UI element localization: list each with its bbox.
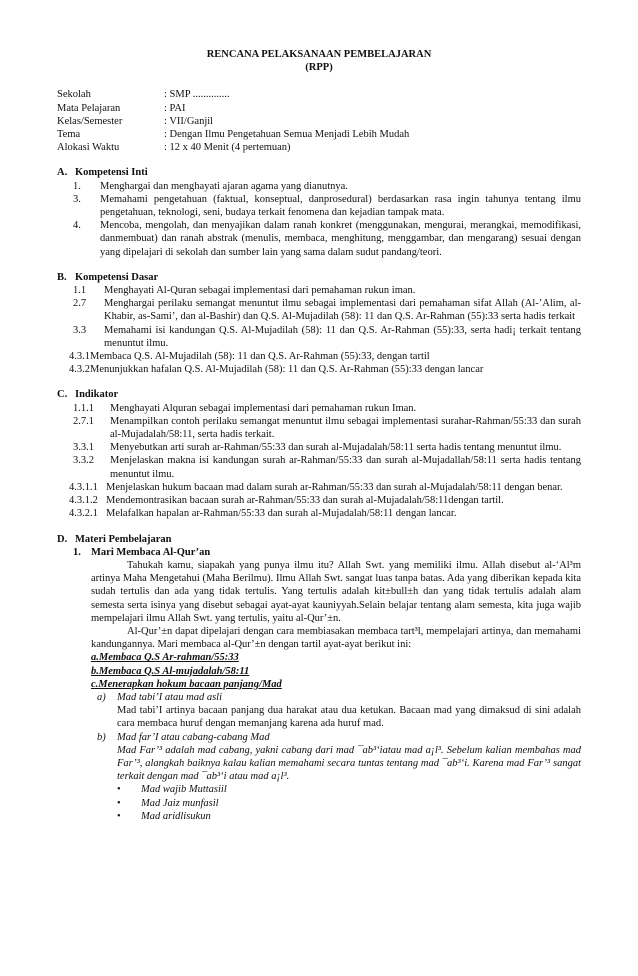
item-text: Menghayati Al-Quran sebagai implementasi dari pemahaman rukun iman. — [104, 285, 416, 297]
materi-list-item: a.Membaca Q.S Ar-rahman/55:33 — [91, 652, 239, 664]
meta-table — [57, 88, 581, 154]
item-number: 2.7 — [73, 298, 87, 310]
meta-key: Alokasi Waktu — [57, 142, 120, 154]
paragraph: Tahukah kamu, siapakah yang punya ilmu itu? Allah Swt. yang memiliki ilmu. Allah disebut al-‘Al³m artinya Maha Mengetahui (Maha Berilmu). Ilmu Allah Swt. sangat luas tanpa batas. Ada yang diberikan kepada kita sudah tertulis dan ada yang tidak tertulis. Yang tertulis adalah kit±bull±h dan yang tidak tertulis adalah alam semesta serta isinya yang disebut sebagai ayat-ayat kauniyyah.Selain belajar tentang alam semesta, kita juga wajib mempelajari ilmu Allah Swt. yang tertulis, yaitu al-Qur’±n. — [91, 559, 581, 624]
section-kompetensi-inti — [57, 166, 581, 258]
item-number: 4.3.2 — [69, 364, 90, 376]
alpha-number: a) — [97, 691, 106, 703]
document-title — [57, 48, 581, 74]
document-page — [57, 48, 581, 823]
meta-row — [57, 102, 581, 115]
subsection-number: 1. — [73, 546, 81, 558]
item-number: 1.1.1 — [73, 402, 94, 414]
item-number: 1. — [73, 180, 81, 192]
item-number: 3.3.1 — [73, 442, 94, 454]
alpha-item — [57, 731, 581, 744]
alpha-item — [57, 691, 581, 704]
bullet-icon: • — [117, 797, 121, 809]
list-item — [57, 284, 581, 297]
item-text: Menyebutkan arti surah ar-Rahman/55:33 dan surah al-Mujadalah/58:11 serta hadis tentang menuntut ilmu. — [110, 442, 562, 454]
list-item — [57, 297, 581, 323]
section-title: Kompetensi Inti — [75, 167, 148, 179]
section-kompetensi-dasar — [57, 271, 581, 377]
meta-key: Kelas/Semester — [57, 115, 123, 127]
item-number: 4.3.1.1 — [69, 481, 98, 493]
alpha-title: Mad far’I atau cabang-cabang Mad — [117, 731, 270, 743]
meta-key: Mata Pelajaran — [57, 102, 121, 114]
meta-value: : SMP .............. — [164, 89, 230, 101]
materi-list-item: c.Menerapkan hokum bacaan panjang/Mad — [91, 678, 282, 690]
list-item — [57, 193, 581, 219]
item-number: 3.3 — [73, 324, 87, 336]
item-text: Menghargai perilaku semangat menuntut ilmu sebagai implementasi dari pemahaman sifat Allah (Al-’Alim, al-Khabir, as-Sami’, dan al-Bashir) dan Q.S. Al-Mujadilah (58): 11 dan Q.S. Ar-Rahman (55):33 serta hadis terkait — [104, 298, 581, 323]
section-heading — [57, 388, 581, 401]
item-number: 4. — [73, 220, 81, 232]
list-item — [57, 441, 581, 454]
paragraph: Al-Qur’±n dapat dipelajari dengan cara membiasakan membaca tart³l, mempelajari artinya, dan memahami kandungannya. Mari membaca al-Qur’±n dengan tartil ayat-ayat berikut ini: — [91, 625, 581, 651]
section-letter: C. — [57, 389, 68, 401]
meta-row — [57, 88, 581, 101]
section-title: Materi Pembelajaran — [75, 533, 172, 545]
item-text: Memahami pengetahuan (faktual, konseptual, danprosedural) berdasarkan rasa ingin tahunya tentang ilmu pengetahuan, teknologi, seni, budaya terkait fenomena dan kejadian tampak mata. — [100, 193, 581, 219]
bullet-item — [57, 797, 581, 810]
list-item — [57, 324, 581, 350]
meta-row — [57, 115, 581, 128]
alpha-number: b) — [97, 731, 106, 743]
item-text: Mendemontrasikan bacaan surah ar-Rahman/55:33 dan surah al-Mujadalah/58:11dengan tartil. — [106, 495, 504, 507]
bullet-text: Mad wajib Muttasiil — [141, 784, 227, 796]
meta-key: Tema — [57, 129, 81, 141]
bullet-item — [57, 783, 581, 796]
list-item — [57, 350, 581, 363]
section-heading — [57, 533, 581, 546]
subsection-heading — [57, 546, 581, 559]
section-heading — [57, 271, 581, 284]
bullet-text: Mad aridlisukun — [141, 810, 211, 822]
list-item — [57, 219, 581, 259]
materi-list-item: b.Membaca Q.S Al-mujadalah/58:11 — [91, 665, 250, 677]
item-number: 2.7.1 — [73, 415, 94, 427]
list-item — [57, 507, 581, 520]
item-number: 4.3.1 — [69, 351, 90, 363]
subsection-title: Mari Membaca Al-Qur’an — [91, 546, 211, 558]
item-text: Mencoba, mengolah, dan menyajikan dalam ranah konkret (menggunakan, mengurai, merangkai, memodifikasi, danmembuat) dan ranah abstrak (menulis, membaca, menghitung, menggambar, dan mengarang) sesuai dengan yang dipelajari di sekolah dan sumber lain yang sama dalam sudut pandang/teori. — [100, 220, 581, 258]
section-letter: A. — [57, 167, 68, 179]
list-item — [57, 180, 581, 193]
bullet-icon: • — [117, 810, 121, 822]
item-text: Memahami isi kandungan Q.S. Al-Mujadilah (58): 11 dan Q.S. Ar-Rahman (55):33, serta hadi¡ terkait tentang menuntut ilmu. — [104, 324, 581, 349]
item-number: 1.1 — [73, 285, 87, 297]
title-line-2: (RPP) — [305, 62, 333, 74]
item-text: Menjelaskan makna isi kandungan surah ar-Rahman/55:33 dan surah al-Mujadallah/58:11 serta hadis tentang menuntut ilmu. — [110, 455, 581, 480]
list-item — [57, 454, 581, 480]
alpha-body: Mad tabi’I artinya bacaan panjang dua harakat atau dua ketukan. Bacaan mad yang dimaksud di sini adalah cara membaca huruf dengan memanjang karena ada huruf mad. — [117, 705, 581, 730]
meta-value: : PAI — [164, 102, 186, 114]
section-heading — [57, 166, 581, 179]
bullet-icon: • — [117, 784, 121, 796]
section-letter: B. — [57, 271, 67, 283]
meta-key: Sekolah — [57, 89, 91, 101]
item-text: Menampilkan contoh perilaku semangat menuntut ilmu sebagai implementasi surahar-Rahman/55:33 dan surah al-Mujadalah/58:11, serta hadis terkait. — [110, 415, 581, 441]
section-letter: D. — [57, 533, 68, 545]
list-item — [57, 494, 581, 507]
section-title: Kompetensi Dasar — [75, 271, 159, 283]
title-line-1: RENCANA PELAKSANAAN PEMBELAJARAN — [206, 49, 432, 60]
item-text: Membaca Q.S. Al-Mujadilah (58): 11 dan Q.S. Ar-Rahman (55):33, dengan tartil — [90, 351, 430, 363]
bullet-item — [57, 810, 581, 823]
section-title: Indikator — [75, 389, 119, 401]
list-item — [57, 402, 581, 415]
item-number: 3.3.2 — [73, 455, 94, 467]
item-number: 4.3.2.1 — [69, 508, 98, 520]
section-indikator — [57, 388, 581, 520]
item-text: Menjelaskan hukum bacaan mad dalam surah ar-Rahman/55:33 dan surah al-Mujadalah/58:11 dengan benar. — [106, 481, 563, 493]
section-materi-pembelajaran — [57, 533, 581, 823]
list-item — [57, 481, 581, 494]
list-item — [57, 363, 581, 376]
item-text: Melafalkan hapalan ar-Rahman/55:33 dan surah al-Mujadalah/58:11 dengan lancar. — [106, 508, 457, 520]
meta-value: : Dengan Ilmu Pengetahuan Semua Menjadi Lebih Mudah — [164, 129, 410, 141]
item-number: 3. — [73, 193, 81, 205]
meta-row — [57, 128, 581, 141]
item-text: Menunjukkan hafalan Q.S. Al-Mujadilah (58): 11 dan Q.S. Ar-Rahman (55):33 dengan lancar — [90, 364, 484, 376]
meta-value: : VII/Ganjil — [164, 115, 214, 127]
item-text: Menghayati Alquran sebagai implementasi dari pemahaman rukun Iman. — [110, 402, 417, 414]
list-item — [57, 415, 581, 441]
alpha-title: Mad tabi’I atau mad asli — [117, 691, 222, 703]
alpha-body: Mad Far’³ adalah mad cabang, yakni cabang dari mad ¯ab³‘iatau mad a¡l³. Sebelum kalian membahas mad Far’³, alangkah baiknya kalau kalian memahami secara tuntas tentang mad ¯ab³‘i. Karena mad Far’³ sangat terkait dengan mad ¯ab³‘i atau mad a¡l³. — [117, 744, 581, 783]
bullet-text: Mad Jaiz munfasil — [141, 797, 219, 809]
meta-row — [57, 141, 581, 154]
item-number: 4.3.1.2 — [69, 495, 98, 507]
meta-value: : 12 x 40 Menit (4 pertemuan) — [164, 142, 291, 154]
item-text: Menghargai dan menghayati ajaran agama yang dianutnya. — [100, 180, 348, 192]
